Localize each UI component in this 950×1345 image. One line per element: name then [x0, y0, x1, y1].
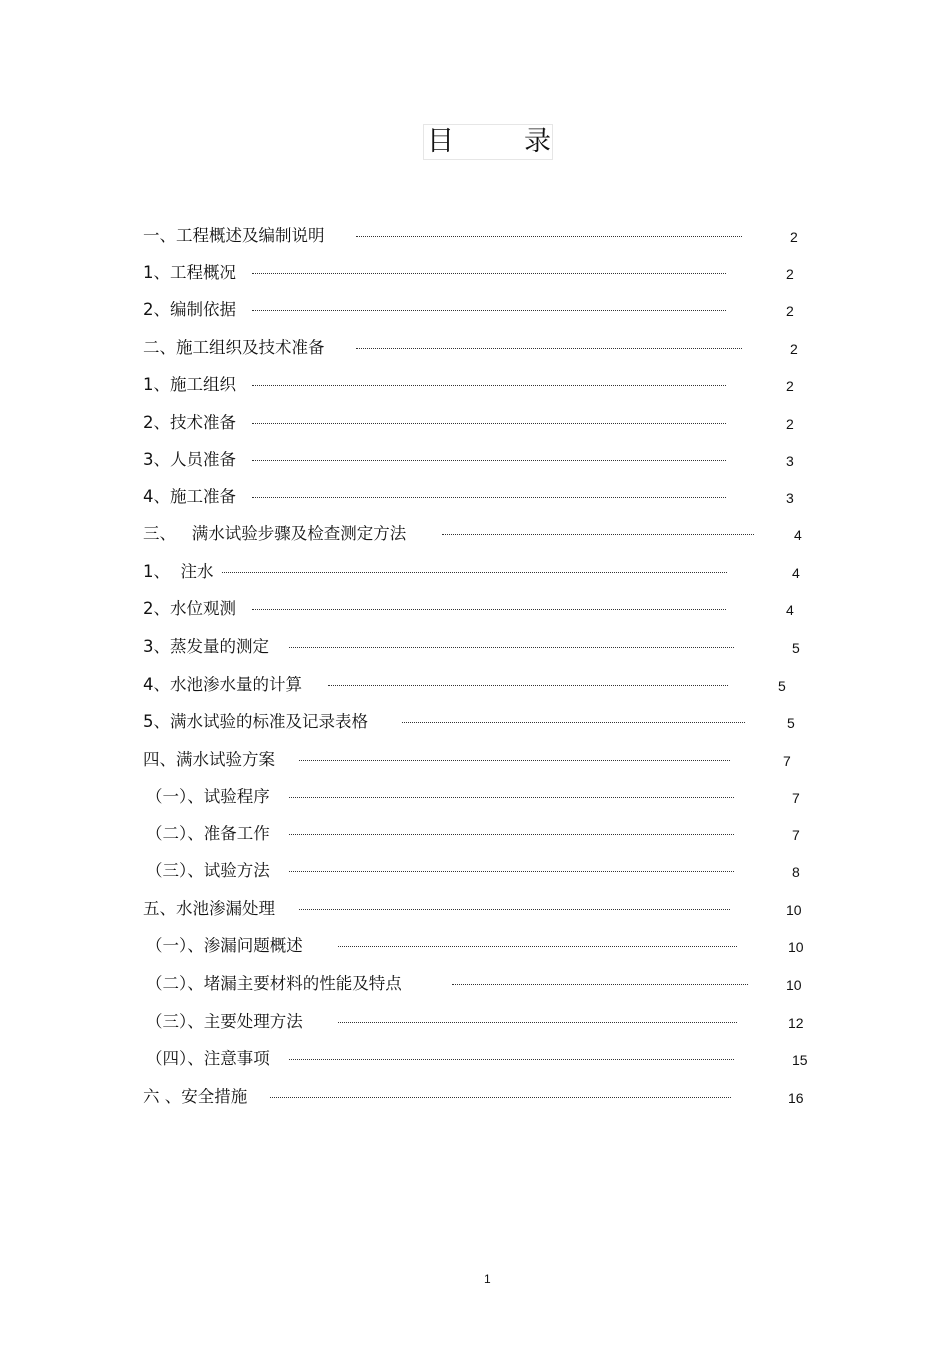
- toc-entry[interactable]: [0, 261, 950, 285]
- toc-entry[interactable]: [0, 635, 950, 659]
- toc-entry-page-number: 10: [786, 902, 802, 918]
- toc-leader-dots: [338, 1022, 737, 1023]
- toc-title: [423, 124, 553, 160]
- toc-entry[interactable]: [0, 597, 950, 621]
- toc-leader-dots: [289, 1059, 734, 1060]
- toc-entry-page-number: 2: [790, 229, 798, 245]
- toc-entry[interactable]: [0, 485, 950, 509]
- toc-entry-page-number: 15: [792, 1052, 808, 1068]
- toc-entry-label: 四、满水试验方案: [143, 750, 275, 769]
- toc-entry-page-number: 3: [786, 453, 794, 469]
- toc-entry-page-number: 7: [792, 827, 800, 843]
- toc-leader-dots: [252, 609, 726, 610]
- toc-entry-page-number: 10: [788, 939, 804, 955]
- page-number: 1: [484, 1272, 491, 1286]
- toc-entry[interactable]: [0, 710, 950, 734]
- toc-entry-page-number: 16: [788, 1090, 804, 1106]
- toc-entry[interactable]: [0, 1010, 950, 1034]
- toc-entry[interactable]: [0, 298, 950, 322]
- toc-entry-label: 4、水池渗水量的计算: [143, 675, 302, 694]
- toc-entry-label: （一）、试验程序: [146, 787, 270, 806]
- toc-leader-dots: [252, 385, 726, 386]
- toc-entry-page-number: 5: [792, 640, 800, 656]
- toc-leader-dots: [252, 423, 726, 424]
- toc-entry[interactable]: [0, 673, 950, 697]
- toc-entry-label: 3、蒸发量的测定: [143, 637, 269, 656]
- toc-entry[interactable]: [0, 224, 950, 248]
- toc-entry-page-number: 3: [786, 490, 794, 506]
- toc-entry-page-number: 2: [786, 378, 794, 394]
- toc-leader-dots: [338, 946, 737, 947]
- toc-entry[interactable]: [0, 1047, 950, 1071]
- toc-entry[interactable]: [0, 822, 950, 846]
- toc-leader-dots: [252, 460, 726, 461]
- toc-leader-dots: [222, 572, 727, 573]
- toc-leader-dots: [442, 534, 754, 535]
- toc-entry[interactable]: [0, 448, 950, 472]
- toc-entry-label: 1、 注水: [143, 562, 214, 581]
- toc-entry[interactable]: [0, 859, 950, 883]
- toc-leader-dots: [299, 909, 730, 910]
- toc-leader-dots: [356, 236, 742, 237]
- toc-entry-page-number: 5: [778, 678, 786, 694]
- toc-entry-page-number: 10: [786, 977, 802, 993]
- toc-leader-dots: [402, 722, 745, 723]
- toc-entry[interactable]: [0, 336, 950, 360]
- toc-leader-dots: [252, 310, 726, 311]
- toc-entry[interactable]: [0, 522, 950, 546]
- toc-entry-page-number: 4: [794, 527, 802, 543]
- toc-entry-label: 三、 满水试验步骤及检查测定方法: [143, 524, 407, 543]
- toc-entry-page-number: 5: [787, 715, 795, 731]
- toc-entry-page-number: 2: [786, 416, 794, 432]
- toc-entry-label: 二、施工组织及技术准备: [143, 338, 325, 357]
- toc-entry-label: 5、满水试验的标准及记录表格: [143, 712, 368, 731]
- toc-entry-label: 1、施工组织: [143, 375, 236, 394]
- toc-entry[interactable]: [0, 560, 950, 584]
- toc-entry-page-number: 2: [786, 303, 794, 319]
- toc-entry-label: 1、工程概况: [143, 263, 236, 282]
- toc-entry-label: （三）、主要处理方法: [146, 1012, 303, 1031]
- toc-entry-label: （三）、试验方法: [146, 861, 270, 880]
- toc-entry-label: （四）、注意事项: [146, 1049, 270, 1068]
- toc-entry[interactable]: [0, 411, 950, 435]
- toc-entry-label: （二）、准备工作: [146, 824, 270, 843]
- toc-entry-page-number: 4: [786, 602, 794, 618]
- toc-entry-label: 六 、安全措施: [143, 1087, 248, 1106]
- toc-title-char-2: 录: [524, 126, 551, 157]
- toc-leader-dots: [356, 348, 742, 349]
- toc-entry-page-number: 2: [786, 266, 794, 282]
- toc-entry-label: 3、人员准备: [143, 450, 236, 469]
- toc-entry[interactable]: [0, 1085, 950, 1109]
- toc-entry-page-number: 7: [792, 790, 800, 806]
- toc-leader-dots: [270, 1097, 731, 1098]
- toc-leader-dots: [299, 760, 730, 761]
- toc-entry-label: （一）、渗漏问题概述: [146, 936, 303, 955]
- toc-entry-page-number: 12: [788, 1015, 804, 1031]
- toc-leader-dots: [289, 834, 734, 835]
- toc-entry[interactable]: [0, 897, 950, 921]
- toc-entry-label: 2、编制依据: [143, 300, 236, 319]
- toc-entry-page-number: 4: [792, 565, 800, 581]
- toc-leader-dots: [252, 497, 726, 498]
- toc-entry[interactable]: [0, 785, 950, 809]
- toc-entry-label: 五、水池渗漏处理: [143, 899, 275, 918]
- toc-leader-dots: [252, 273, 726, 274]
- toc-title-char-1: 目: [427, 126, 454, 157]
- toc-entry-page-number: 7: [783, 753, 791, 769]
- toc-entry[interactable]: [0, 934, 950, 958]
- toc-leader-dots: [289, 797, 734, 798]
- toc-entry-label: 2、水位观测: [143, 599, 236, 618]
- toc-leader-dots: [289, 647, 734, 648]
- toc-leader-dots: [452, 984, 748, 985]
- toc-entry[interactable]: [0, 972, 950, 996]
- toc-entry-label: 2、技术准备: [143, 413, 236, 432]
- toc-entry-page-number: 8: [792, 864, 800, 880]
- toc-leader-dots: [289, 871, 734, 872]
- toc-entry-label: （二）、堵漏主要材料的性能及特点: [146, 974, 402, 993]
- toc-entry[interactable]: [0, 373, 950, 397]
- toc-leader-dots: [328, 685, 728, 686]
- toc-entry-label: 一、工程概述及编制说明: [143, 226, 325, 245]
- toc-entry-label: 4、施工准备: [143, 487, 236, 506]
- toc-entry-page-number: 2: [790, 341, 798, 357]
- toc-entry[interactable]: [0, 748, 950, 772]
